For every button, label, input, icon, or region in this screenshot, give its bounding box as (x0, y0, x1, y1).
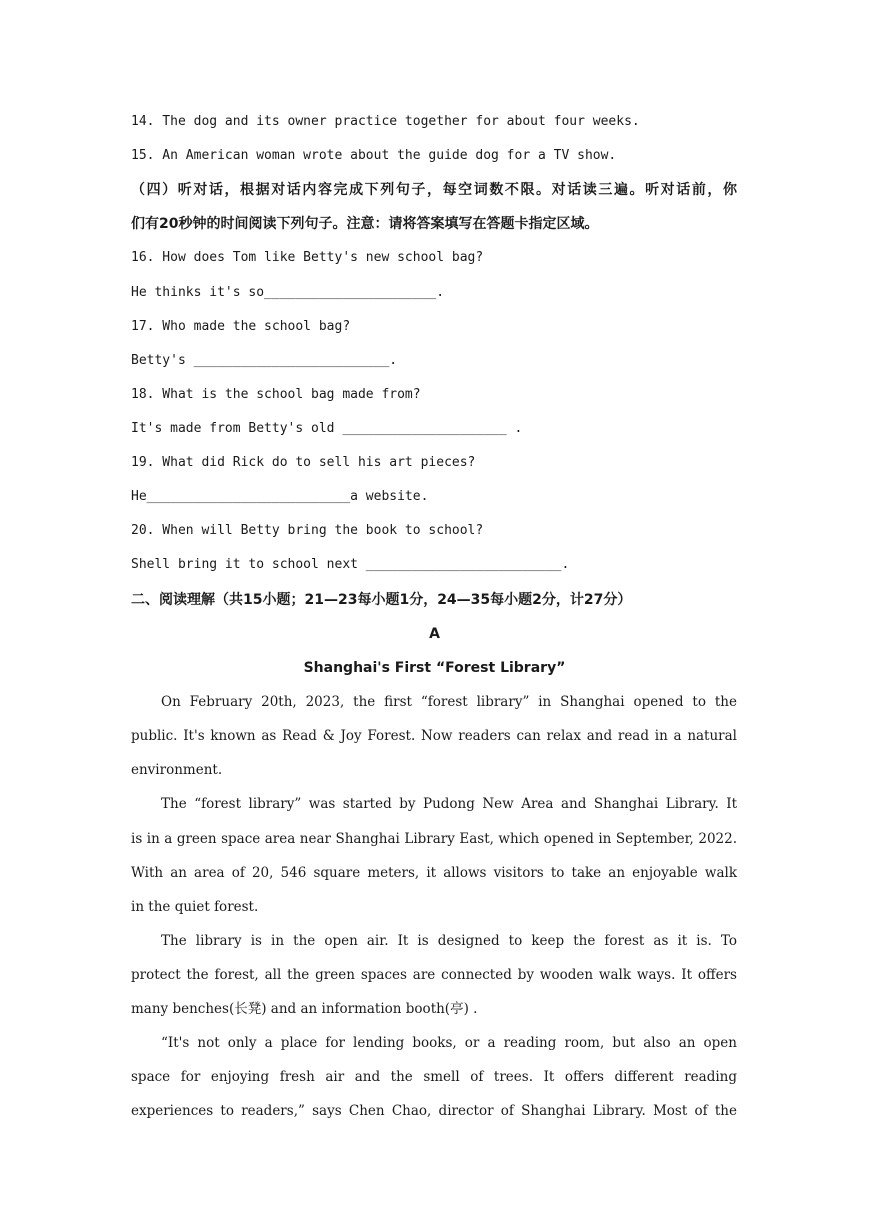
answer-17: Betty's _________________________. (131, 353, 398, 368)
reading-section-heading: 二、阅读理解（共15小题；21—23每小题1分，24—35每小题2分，计27分） (131, 592, 632, 608)
question-18: 18. What is the school bag made from? (131, 387, 421, 402)
paragraph-2-line-4: in the quiet forest. (131, 899, 259, 915)
question-16: 16. How does Tom like Betty's new school bag? (131, 250, 484, 265)
paragraph-2-line-2: is in a green space area near Shanghai Library East, which opened in September, 2022. (131, 831, 737, 847)
paragraph-4-line-3: experiences to readers,” says Chen Chao, director of Shanghai Library. Most of the (131, 1103, 737, 1119)
paragraph-2-line-1: The “forest library” was started by Pudong New Area and Shanghai Library. It (161, 796, 737, 812)
section4-instruction-line1: （四）听对话，根据对话内容完成下列句子，每空词数不限。对话读三遍。听对话前，你 (131, 182, 737, 198)
paragraph-1-line-2: public. It's known as Read & Joy Forest. Now readers can relax and read in a natural (131, 728, 737, 744)
answer-19: He__________________________a website. (131, 489, 429, 504)
answer-16: He thinks it's so______________________. (131, 285, 445, 300)
paragraph-1-line-1: On February 20th, 2023, the first “forest library” in Shanghai opened to the (161, 694, 737, 710)
question-17: 17. Who made the school bag? (131, 319, 351, 334)
question-19: 19. What did Rick do to sell his art pieces? (131, 455, 476, 470)
passage-letter: A (429, 626, 440, 642)
passage-title: Shanghai's First “Forest Library” (303, 660, 566, 676)
paragraph-1-line-3: environment. (131, 762, 223, 778)
paragraph-4-line-2: space for enjoying fresh air and the smell of trees. It offers different reading (131, 1069, 737, 1085)
paragraph-4-line-1: “It's not only a place for lending books, or a reading room, but also an open (161, 1035, 737, 1051)
answer-18: It's made from Betty's old _____________________ . (131, 421, 523, 436)
statement-14: 14. The dog and its owner practice together for about four weeks. (131, 114, 640, 129)
statement-15: 15. An American woman wrote about the guide dog for a TV show. (131, 148, 617, 163)
paragraph-2-line-3: With an area of 20, 546 square meters, it allows visitors to take an enjoyable walk (131, 865, 737, 881)
answer-20: Shell bring it to school next _________________________. (131, 557, 570, 572)
paragraph-3-line-2: protect the forest, all the green spaces are connected by wooden walk ways. It offers (131, 967, 737, 983)
paragraph-3-line-3: many benches(长凳) and an information booth(亭) . (131, 1001, 478, 1017)
paragraph-3-line-1: The library is in the open air. It is designed to keep the forest as it is. To (161, 933, 737, 949)
section4-instruction-line2: 们有20秒钟的时间阅读下列句子。注意：请将答案填写在答题卡指定区域。 (131, 216, 599, 232)
question-20: 20. When will Betty bring the book to school? (131, 523, 484, 538)
